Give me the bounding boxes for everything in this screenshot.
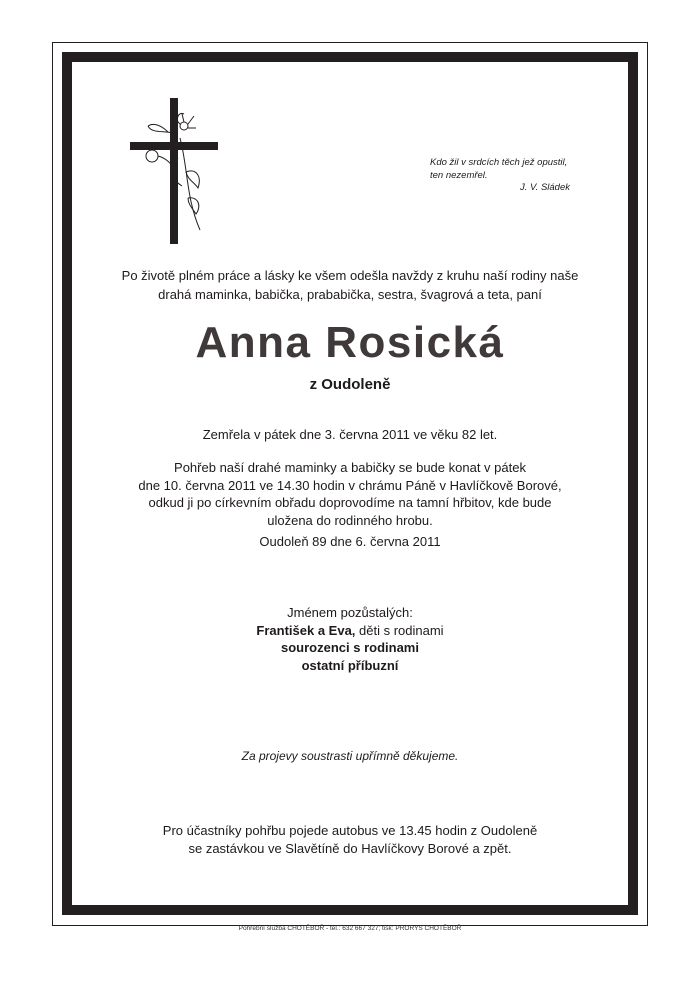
intro-line: drahá maminka, babička, prababička, sestra, švagrová a teta, paní xyxy=(158,287,542,302)
funeral-line: uložena do rodinného hrobu. xyxy=(267,512,433,528)
quote-line: ten nezemřel. xyxy=(430,169,488,181)
funeral-line: Pohřeb naší drahé maminky a babičky se bude konat v pátek xyxy=(174,460,526,475)
mourners-siblings: sourozenci s rodinami xyxy=(281,640,419,655)
bus-line: se zastávkou ve Slavětíně do Havlíčkovy Borové a zpět. xyxy=(188,840,512,856)
quote xyxy=(430,157,610,195)
quote-line: Kdo žil v srdcích těch jež opustil, xyxy=(430,157,568,168)
bus-notice xyxy=(62,822,638,857)
date-place: Oudoleň 89 dne 6. června 2011 xyxy=(259,534,441,549)
death-notice: Zemřela v pátek dne 3. června 2011 ve věku 82 let. xyxy=(202,427,498,442)
funeral-line: dne 10. června 2011 ve 14.30 hodin v chrámu Páně v Havlíčkově Borové, xyxy=(138,477,562,493)
bus-line: Pro účastníky pohřbu pojede autobus ve 13.45 hodin z Oudoleně xyxy=(162,823,538,838)
cross-with-lily-icon xyxy=(128,98,224,246)
funeral-line: odkud ji po církevním obřadu doprovodíme na tamní hřbitov, kde bude xyxy=(148,495,552,510)
intro-text xyxy=(62,266,638,304)
mourners-children: František a Eva, xyxy=(256,622,356,638)
quote-author: J. V. Sládek xyxy=(520,182,570,193)
mourners-heading: Jménem pozůstalých: xyxy=(287,605,413,620)
thanks-text: Za projevy soustrasti upřímně děkujeme. xyxy=(241,749,459,763)
intro-line: Po životě plném práce a lásky ke všem odešla navždy z kruhu naší rodiny naše xyxy=(121,268,579,283)
deceased-name: Anna Rosická xyxy=(195,318,505,367)
funeral-details xyxy=(62,459,638,529)
mourners-block xyxy=(62,604,638,674)
deceased-origin: z Oudoleně xyxy=(309,376,391,393)
printer-footer: Pohřební služba CHOTĚBOŘ - tel.: 632 667 327; tisk: PRORYS CHOTĚBOŘ xyxy=(238,925,462,932)
mourners-children-rest: děti s rodinami xyxy=(355,622,444,638)
mourners-relatives: ostatní příbuzní xyxy=(301,657,399,673)
